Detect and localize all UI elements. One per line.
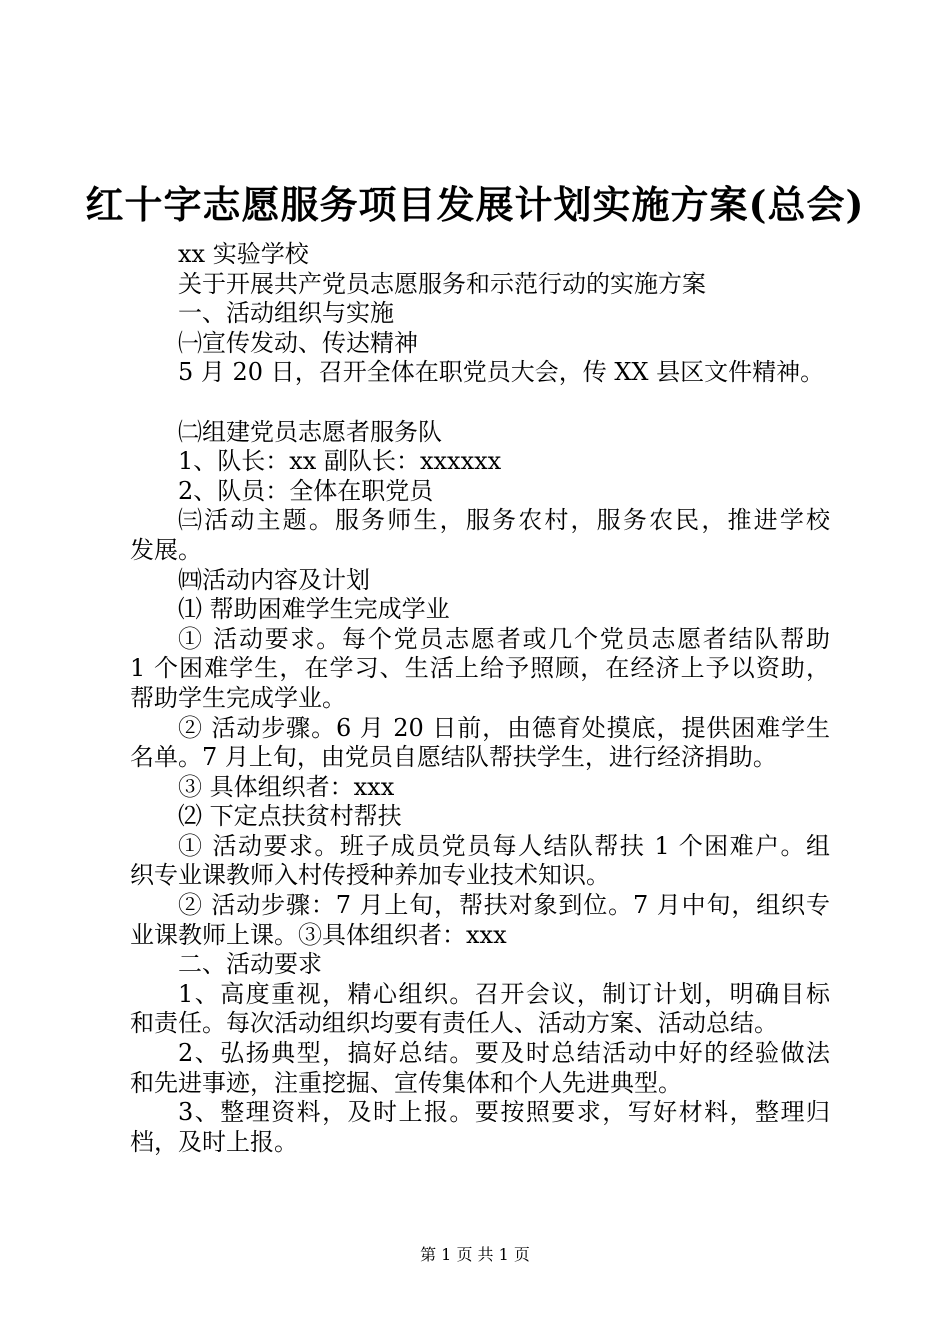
paragraph-line: ① 活动要求。每个党员志愿者或几个党员志愿者结队帮助 (178, 624, 830, 653)
item-heading: ⑴ 帮助困难学生完成学业 (178, 595, 450, 624)
paragraph-line: 和责任。每次活动组织均要有责任人、活动方案、活动总结。 (130, 1009, 778, 1038)
paragraph-line: ㈢活动主题。服务师生，服务农村，服务农民，推进学校 (178, 506, 830, 535)
subsection-heading: ㈠宣传发动、传达精神 (178, 328, 418, 357)
item-heading: ⑵ 下定点扶贫村帮扶 (178, 802, 402, 831)
document-body (130, 240, 830, 1157)
paragraph-line: 名单。7 月上旬，由党员自愿结队帮扶学生，进行经济捐助。 (130, 743, 777, 772)
paragraph-line: 和先进事迹，注重挖掘、宣传集体和个人先进典型。 (130, 1068, 682, 1097)
paragraph-line: 织专业课教师入村传授种养加专业技术知识。 (130, 861, 610, 890)
paragraph-line: 3、整理资料，及时上报。要按照要求，写好材料，整理归 (178, 1098, 830, 1127)
subsection-heading: ㈣活动内容及计划 (178, 565, 370, 594)
paragraph-line: 发展。 (130, 535, 202, 564)
paragraph-line: ② 活动步骤：7 月上旬，帮扶对象到位。7 月中旬，组织专 (178, 891, 830, 920)
paragraph-line: 5 月 20 日，召开全体在职党员大会，传 XX 县区文件精神。 (178, 358, 825, 387)
subsection-heading: ㈡组建党员志愿者服务队 (178, 417, 442, 446)
blank-line (130, 388, 830, 418)
document-title: 红十字志愿服务项目发展计划实施方案(总会) (85, 182, 865, 227)
paragraph-line: 业课教师上课。③具体组织者：xxx (130, 920, 507, 949)
school-name: xx 实验学校 (178, 240, 309, 268)
paragraph-line: ② 活动步骤。6 月 20 日前，由德育处摸底，提供困难学生 (178, 713, 830, 742)
paragraph-line: 帮助学生完成学业。 (130, 683, 346, 712)
section-heading: 一、活动组织与实施 (178, 299, 394, 328)
paragraph-line: 1、队长：xx 副队长：xxxxxx (178, 447, 502, 476)
paragraph-line: 1、高度重视，精心组织。召开会议，制订计划，明确目标 (178, 979, 830, 1008)
section-heading: 二、活动要求 (178, 950, 322, 979)
page-number: 第 1 页 共 1 页 (420, 1245, 530, 1264)
paragraph-line: 档，及时上报。 (130, 1127, 298, 1156)
plan-heading: 关于开展共产党员志愿服务和示范行动的实施方案 (178, 269, 706, 298)
paragraph-line: 2、队员：全体在职党员 (178, 476, 434, 505)
paragraph-line: 1 个困难学生，在学习、生活上给予照顾，在经济上予以资助， (130, 654, 830, 683)
paragraph-line: ③ 具体组织者：xxx (178, 772, 395, 801)
paragraph-line: 2、弘扬典型，搞好总结。要及时总结活动中好的经验做法 (178, 1039, 830, 1068)
paragraph-line: ① 活动要求。班子成员党员每人结队帮扶 1 个困难户。组 (178, 831, 830, 860)
